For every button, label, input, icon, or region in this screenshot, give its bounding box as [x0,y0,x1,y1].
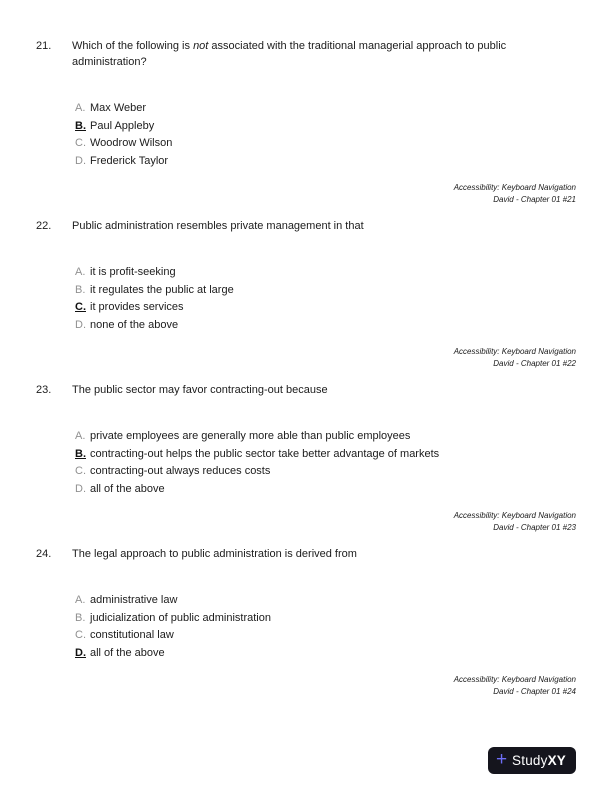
choice-letter: A. [75,266,86,278]
question-text [72,38,542,70]
choice-text: administrative law [90,594,178,606]
choice-letter-correct: B. [75,447,86,460]
choice-c [75,627,576,645]
choice-letter: D. [75,482,86,495]
choice-b [75,118,576,136]
choice-letter-correct: B. [75,119,86,132]
choice-letter: D. [75,154,86,167]
question-block-22 [36,218,576,369]
question-notes [36,674,576,697]
brand-regular: Study [512,753,548,768]
question-text [72,218,364,234]
choice-letter: C. [75,137,86,149]
choice-letter: B. [75,283,86,296]
choice-d [75,481,576,499]
question-block-23 [36,382,576,533]
accessibility-note: Accessibility: Keyboard Navigation [453,511,576,520]
question-header [36,382,576,398]
studyxy-logo [488,747,576,774]
choice-letter-correct: D. [75,646,86,659]
choice-b [75,282,576,300]
question-notes [36,346,576,369]
choice-text: contracting-out always reduces costs [90,465,271,477]
choice-b [75,610,576,628]
choice-letter: C. [75,629,86,641]
accessibility-note: Accessibility: Keyboard Navigation [453,183,576,192]
choice-c [75,135,576,153]
choice-text: Paul Appleby [90,119,155,132]
question-header [36,38,576,70]
choice-d [75,153,576,171]
brand-text [512,753,566,768]
choice-text: contracting-out helps the public sector take better advantage of markets [90,447,440,460]
question-number: 21. [36,40,52,52]
choice-list [75,264,576,334]
choice-letter-correct: C. [75,301,86,313]
source-note: David - Chapter 01 #24 [493,686,576,696]
choice-list [75,592,576,662]
source-note: David - Chapter 01 #23 [493,522,576,532]
choice-letter: A. [75,102,86,114]
choice-letter: A. [75,594,86,606]
choice-text: it provides services [90,301,184,313]
choice-text: it regulates the public at large [90,283,234,296]
choice-text: private employees are generally more able than public employees [90,430,411,442]
choice-letter: D. [75,318,86,331]
choice-a [75,592,576,610]
choice-text: all of the above [90,646,165,659]
choice-text: Woodrow Wilson [90,137,173,149]
choice-text: it is profit-seeking [90,266,176,278]
question-number: 23. [36,384,52,396]
choice-c [75,463,576,481]
choice-a [75,264,576,282]
question-text [72,382,328,398]
question-text-segment: associated with the traditional managerial approach to public administration? [72,40,507,68]
choice-text: all of the above [90,482,165,495]
question-text-segment: The public sector may favor contracting-out because [72,384,328,396]
question-notes [36,510,576,533]
choice-d [75,317,576,335]
choice-list [75,428,576,498]
accessibility-note: Accessibility: Keyboard Navigation [453,347,576,356]
question-text-segment: Public administration resembles private management in that [72,220,364,232]
accessibility-note: Accessibility: Keyboard Navigation [453,675,576,684]
source-note: David - Chapter 01 #22 [493,358,576,368]
choice-letter: B. [75,611,86,624]
source-note: David - Chapter 01 #21 [493,194,576,204]
question-text-segment: The legal approach to public administration is derived from [72,548,357,560]
choice-letter: C. [75,465,86,477]
choice-d [75,645,576,663]
choice-text: judicialization of public administration [90,611,271,624]
question-number: 24. [36,548,52,560]
choice-c [75,299,576,317]
choice-b [75,446,576,464]
choice-text: constitutional law [90,629,174,641]
choice-text: Max Weber [90,102,147,114]
choice-letter: A. [75,430,86,442]
question-number: 22. [36,220,52,232]
choice-a [75,428,576,446]
question-header [36,218,576,234]
choice-text: none of the above [90,318,179,331]
choice-list [75,100,576,170]
choice-a [75,100,576,118]
question-block-24 [36,546,576,697]
question-header [36,546,576,562]
brand-bold: XY [547,753,566,768]
question-text-italic: not [193,40,209,52]
plus-icon: + [495,749,508,770]
question-notes [36,182,576,205]
question-block-21 [36,38,576,205]
question-text-segment: Which of the following is [72,40,194,52]
choice-text: Frederick Taylor [90,154,169,167]
question-text [72,546,357,562]
